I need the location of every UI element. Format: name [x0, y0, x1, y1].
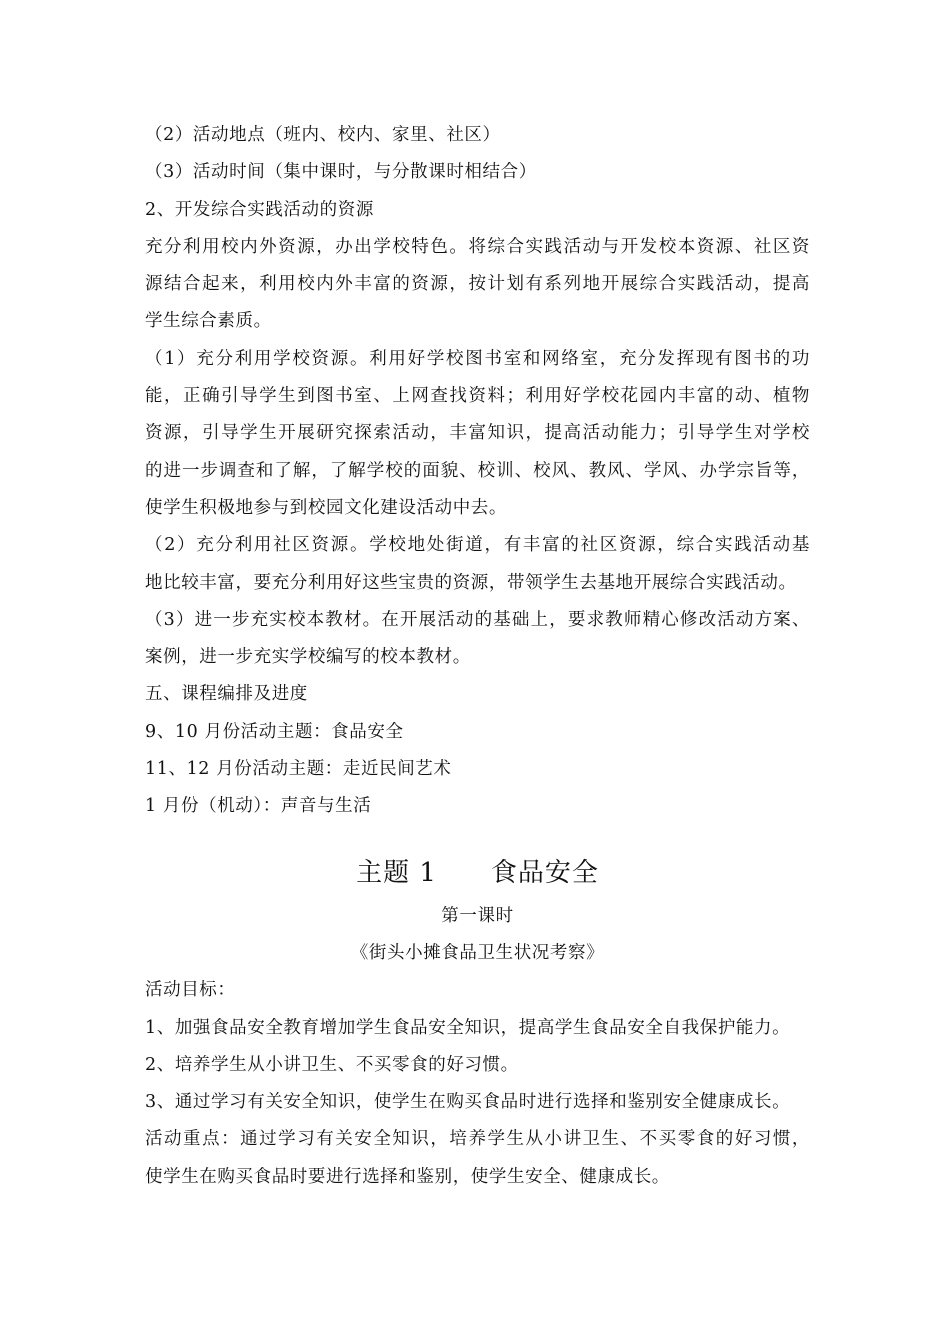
paragraph-line: 使学生积极地参与到校园文化建设活动中去。 [145, 497, 507, 518]
paragraph-line: （3）进一步充实校本教材。在开展活动的基础上，要求教师精心修改活动方案、 [145, 609, 810, 630]
lesson-label: 第一课时 [441, 905, 514, 926]
schedule-item: 11、12 月份活动主题：走近民间艺术 [145, 759, 452, 780]
activity-location: （2）活动地点（班内、校内、家里、社区） [145, 125, 501, 145]
goal-item: 2、培养学生从小讲卫生、不买零食的好习惯。 [145, 1054, 519, 1075]
schedule-item: 1 月份（机动）：声音与生活 [145, 796, 372, 817]
goal-item: 3、通过学习有关安全知识，使学生在购买食品时进行选择和鉴别安全健康成长。 [145, 1092, 791, 1113]
schedule-heading: 五、课程编排及进度 [145, 684, 308, 705]
paragraph-line: （2）充分利用社区资源。学校地处街道，有丰富的社区资源，综合实践活动基 [145, 535, 810, 556]
paragraph-line: 资源，引导学生开展研究探索活动，丰富知识，提高活动能力；引导学生对学校 [145, 423, 810, 444]
paragraph-line: 学生综合素质。 [145, 311, 272, 332]
school-textbook-paragraph [145, 602, 810, 677]
theme-title: 主题 1 食品安全 [356, 857, 599, 888]
paragraph-line: 的进一步调查和了解，了解学校的面貌、校训、校风、教风、学风、办学宗旨等， [145, 460, 810, 481]
resources-heading: 2、开发综合实践活动的资源 [145, 199, 374, 220]
goal-item: 1、加强食品安全教育增加学生食品安全知识，提高学生食品安全自我保护能力。 [145, 1017, 791, 1038]
paragraph-line: 案例，进一步充实学校编写的校本教材。 [145, 647, 471, 668]
activity-time: （3）活动时间（集中课时，与分散课时相结合） [145, 162, 537, 183]
lesson-title: 《街头小摊食品卫生状况考察》 [350, 942, 605, 963]
paragraph-line: （1）充分利用学校资源。利用好学校图书室和网络室，充分发挥现有图书的功 [145, 348, 810, 369]
community-resources-paragraph [145, 527, 810, 602]
activity-focus-paragraph [145, 1121, 810, 1196]
paragraph-line: 使学生在购买食品时要进行选择和鉴别，使学生安全、健康成长。 [145, 1166, 670, 1187]
resources-intro-paragraph [145, 229, 810, 341]
paragraph-line: 能，正确引导学生到图书室、上网查找资料；利用好学校花园内丰富的动、植物 [145, 386, 810, 407]
schedule-item: 9、10 月份活动主题：食品安全 [145, 721, 404, 742]
paragraph-line: 源结合起来，利用校内外丰富的资源，按计划有系列地开展综合实践活动，提高 [145, 274, 810, 295]
paragraph-line: 活动重点：通过学习有关安全知识，培养学生从小讲卫生、不买零食的好习惯， [145, 1129, 810, 1150]
paragraph-line: 地比较丰富，要充分利用好这些宝贵的资源，带领学生去基地开展综合实践活动。 [145, 572, 797, 593]
document-body [145, 117, 810, 1196]
school-resources-paragraph [145, 341, 810, 527]
paragraph-line: 充分利用校内外资源，办出学校特色。将综合实践活动与开发校本资源、社区资 [145, 236, 810, 257]
goals-heading: 活动目标： [145, 980, 236, 1001]
